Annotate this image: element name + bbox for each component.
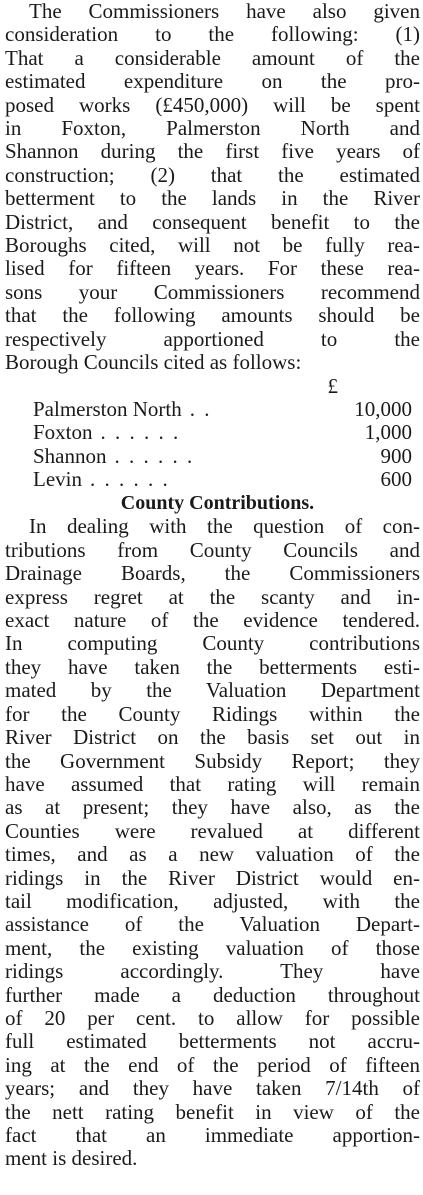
text-line: betterment to the lands in the River	[5, 186, 420, 211]
text-line: assistance of the Valuation Depart-	[5, 912, 420, 937]
text-line: That a considerable amount of the	[5, 45, 420, 70]
currency-unit: £	[327, 373, 338, 398]
currency-unit-header	[5, 375, 420, 398]
text-line: posed works (£450,000) will be spent	[5, 92, 420, 117]
borough-amount: 1,000	[364, 420, 412, 445]
borough-name: Foxton	[33, 420, 93, 445]
text-line: ridings accordingly. They have	[5, 959, 420, 984]
text-line: years; and they have taken 7/14th of	[5, 1076, 420, 1101]
text-line: that the following amounts should be	[5, 303, 420, 328]
leader-dots: . . . . . .	[89, 468, 170, 492]
text-line: Boroughs cited, will not be fully rea-	[5, 233, 420, 258]
leader-dots: . . . . . .	[100, 421, 181, 445]
text-line: The Commissioners have also given	[29, 0, 420, 23]
borough-name: Shannon	[33, 443, 107, 468]
paragraph-commissioners-consideration	[5, 0, 420, 375]
borough-name: Palmerston North	[33, 396, 182, 421]
leader-dots: . . . . . .	[114, 444, 195, 468]
text-line: Shannon during the first five years of	[5, 139, 420, 164]
text-line: In dealing with the question of con-	[29, 514, 420, 539]
borough-amount: 600	[380, 467, 412, 492]
text-line: as at present; they have also, as the	[5, 795, 420, 820]
text-line: tributions from County Councils and	[5, 537, 420, 562]
table-row	[5, 421, 420, 444]
text-line: sons your Commissioners recommend	[5, 279, 420, 304]
text-line: the Government Subsidy Report; they	[5, 748, 420, 773]
borough-amount: 10,000	[354, 396, 412, 421]
borough-name: Levin	[33, 467, 82, 492]
text-line: ing at the end of the period of fifteen	[5, 1052, 420, 1077]
text-line: exact nature of the evidence tendered.	[5, 608, 420, 633]
borough-apportionment-table	[5, 375, 420, 492]
text-line: estimated expenditure on the pro-	[5, 69, 420, 94]
table-row	[5, 468, 420, 491]
section-heading: County Contributions.	[120, 492, 315, 515]
text-line: in Foxton, Palmerston North and	[5, 116, 420, 141]
borough-amount: 900	[380, 443, 412, 468]
text-line: express regret at the scanty and in-	[5, 584, 420, 609]
table-row	[5, 398, 420, 421]
text-line: Borough Councils cited as follows:	[5, 350, 302, 375]
text-line: full estimated betterments not accru-	[5, 1029, 420, 1054]
text-line: ment, the existing valuation of those	[5, 935, 420, 960]
text-line: the nett rating benefit in view of the	[5, 1099, 420, 1124]
text-line: consideration to the following: (1)	[5, 22, 420, 47]
text-line: respectively apportioned to the	[5, 326, 420, 351]
text-line: they have taken the betterments esti-	[5, 654, 420, 679]
text-line: further made a deduction throughout	[5, 982, 420, 1007]
text-line: Counties were revalued at different	[5, 818, 420, 843]
text-line: District, and consequent benefit to the	[5, 209, 420, 234]
text-line: for the County Ridings within the	[5, 701, 420, 726]
text-line: In computing County contributions	[5, 631, 420, 656]
text-line: fact that an immediate apportion-	[5, 1123, 420, 1148]
text-line: tail modification, adjusted, with the	[5, 888, 420, 913]
table-row	[5, 445, 420, 468]
text-line: Drainage Boards, the Commissioners	[5, 561, 420, 586]
text-line: construction; (2) that the estimated	[5, 162, 420, 187]
leader-dots: . .	[189, 397, 212, 421]
text-line: lised for fifteen years. For these rea-	[5, 256, 420, 281]
text-line: ridings in the River District would en-	[5, 865, 420, 890]
text-line: have assumed that rating will remain	[5, 771, 420, 796]
text-line: of 20 per cent. to allow for possible	[5, 1005, 420, 1030]
text-line: mated by the Valuation Department	[5, 678, 420, 703]
text-line: River District on the basis set out in	[5, 725, 420, 750]
text-line: ment is desired.	[5, 1146, 138, 1171]
paragraph-county-contributions	[5, 515, 420, 1170]
text-line: times, and as a new valuation of the	[5, 842, 420, 867]
